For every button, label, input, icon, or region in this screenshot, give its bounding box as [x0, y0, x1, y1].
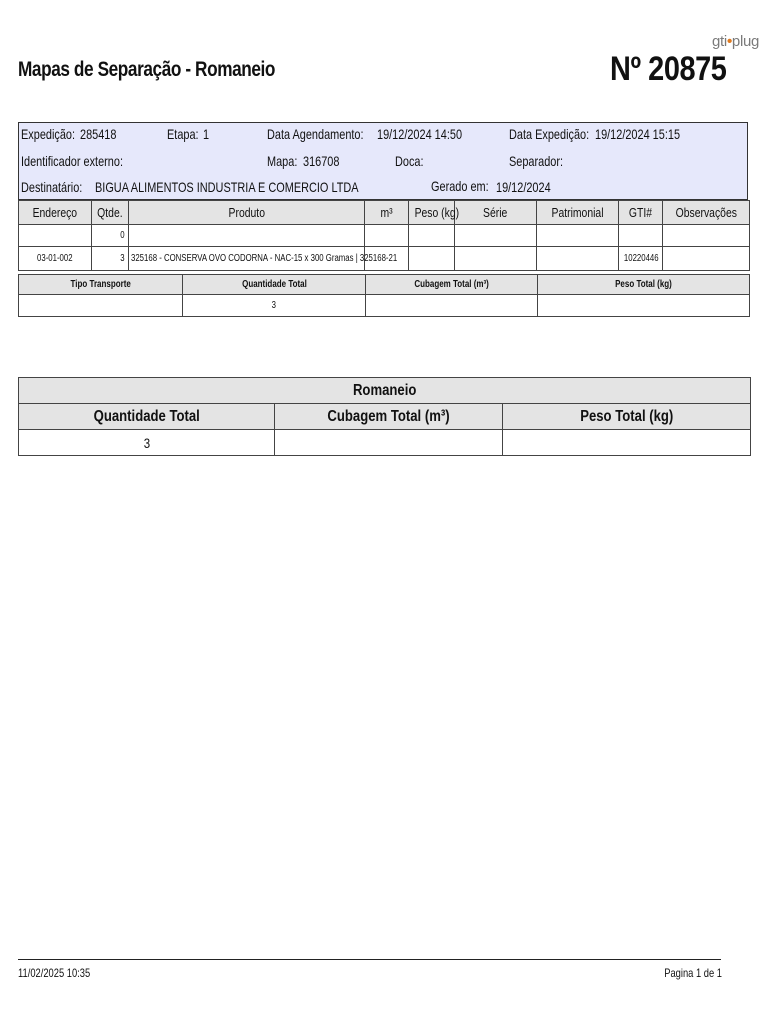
col-serie: [455, 201, 537, 225]
romaneio-col-cubagem-label: Cubagem Total (m³): [327, 407, 450, 425]
romaneio-title: [19, 378, 751, 404]
cell-serie: [455, 225, 537, 247]
mapa-label: Mapa:: [267, 153, 298, 169]
cell-gti: [619, 225, 663, 247]
table-row: [19, 225, 750, 247]
cell-patrimonial: [537, 247, 619, 271]
cell-qtde: [92, 225, 129, 247]
col-cubagem-total: [366, 275, 538, 295]
cell-gti: [619, 247, 663, 271]
col-peso: [409, 201, 460, 225]
gerado-value: 19/12/2024: [496, 179, 551, 195]
col-quantidade-total: [183, 275, 366, 295]
cell-m3: [365, 225, 409, 247]
footer-divider: [18, 959, 721, 960]
col-m3-label: m³: [380, 205, 393, 220]
col-m3: [365, 201, 409, 225]
romaneio-col-peso-label: Peso Total (kg): [579, 407, 674, 425]
romaneio-header: [19, 404, 751, 430]
cell-peso: [409, 247, 455, 271]
col-qtde-label: Qtde.: [97, 205, 123, 220]
data-expedicao-value: 19/12/2024 15:15: [595, 126, 681, 142]
romaneio-quantidade: [19, 430, 275, 456]
cell-peso: [409, 225, 455, 247]
romaneio-col-cubagem: [275, 404, 503, 430]
romaneio-col-quantidade: [19, 404, 275, 430]
logo-dot: •: [726, 33, 732, 50]
shipment-info-box: [18, 122, 748, 200]
cell-endereco: [19, 247, 92, 271]
mapa-value: 316708: [303, 153, 340, 169]
col-observacoes: [663, 201, 750, 225]
brand-logo: [712, 33, 759, 50]
col-tipo-transporte-label: Tipo Transporte: [70, 279, 131, 290]
items-table-header: [19, 201, 750, 225]
data-expedicao-label: Data Expedição:: [509, 126, 590, 142]
romaneio-peso: [503, 430, 751, 456]
romaneio-title-text: Romaneio: [352, 381, 417, 399]
col-produto-label: Produto: [228, 205, 265, 220]
romaneio-cubagem: [275, 430, 503, 456]
footer-page-number: Pagina 1 de 1: [664, 966, 722, 980]
data-agendamento-value: 19/12/2024 14:50: [377, 126, 463, 142]
col-qtde: [92, 201, 129, 225]
footer-timestamp: 11/02/2025 10:35: [18, 966, 91, 980]
cell-serie: [455, 247, 537, 271]
col-produto: [129, 201, 365, 225]
expedicao-value: 285418: [80, 126, 117, 142]
total-quantidade: [183, 295, 366, 317]
cell-produto: [129, 225, 365, 247]
items-table: [18, 200, 750, 271]
romaneio-title-row: [19, 378, 751, 404]
cell-qtde-text: 0: [120, 230, 125, 241]
identificador-label: Identificador externo:: [21, 153, 123, 169]
gerado-label: Gerado em:: [431, 178, 489, 194]
table-row: [19, 247, 750, 271]
logo-text-left: gti: [712, 33, 727, 50]
cell-produto: [129, 247, 398, 271]
cell-obs: [663, 247, 750, 271]
cell-obs: [663, 225, 750, 247]
romaneio-col-peso: [503, 404, 751, 430]
romaneio-values-row: [19, 430, 751, 456]
logo-text-right: plug: [731, 33, 760, 50]
col-peso-total: [538, 275, 750, 295]
col-tipo-transporte: [19, 275, 183, 295]
total-tipo-transporte: [19, 295, 183, 317]
totals-header: [19, 275, 750, 295]
col-gti-label: GTI#: [628, 205, 653, 220]
etapa-value: 1: [203, 126, 210, 142]
romaneio-col-quantidade-label: Quantidade Total: [93, 407, 200, 425]
page-title: Mapas de Separação - Romaneio: [18, 58, 276, 81]
col-observacoes-label: Observações: [675, 205, 737, 220]
col-serie-label: Série: [483, 205, 508, 220]
etapa-label: Etapa:: [167, 126, 199, 142]
cell-qtde: [92, 247, 129, 271]
col-endereco-label: Endereço: [32, 205, 78, 220]
cell-produto-text: 325168 - CONSERVA OVO CODORNA - NAC-15 x 300 Gramas | 325168-21: [131, 253, 398, 264]
col-cubagem-total-label: Cubagem Total (m³): [414, 279, 489, 290]
totals-table: [18, 274, 750, 317]
col-patrimonial: [537, 201, 619, 225]
romaneio-quantidade-text: 3: [143, 434, 150, 451]
cell-endereco-text: 03-01-002: [37, 253, 73, 264]
cell-gti-text: 10220446: [623, 253, 659, 264]
expedicao-label: Expedição:: [21, 126, 76, 142]
separador-label: Separador:: [509, 153, 564, 169]
document-number: Nº 20875: [610, 50, 727, 88]
col-quantidade-total-label: Quantidade Total: [241, 279, 307, 290]
romaneio-table: [18, 377, 751, 456]
cell-qtde-text: 3: [120, 253, 125, 264]
destinatario-value: BIGUA ALIMENTOS INDUSTRIA E COMERCIO LTDA: [95, 179, 359, 195]
data-agendamento-label: Data Agendamento:: [267, 126, 364, 142]
destinatario-label: Destinatário:: [21, 179, 83, 195]
total-cubagem: [366, 295, 538, 317]
cell-endereco: [19, 225, 92, 247]
doca-label: Doca:: [395, 153, 424, 169]
col-endereco: [19, 201, 92, 225]
cell-patrimonial: [537, 225, 619, 247]
total-quantidade-text: 3: [271, 300, 277, 311]
col-patrimonial-label: Patrimonial: [551, 205, 604, 220]
col-gti: [619, 201, 663, 225]
col-peso-total-label: Peso Total (kg): [615, 279, 672, 290]
totals-row: [19, 295, 750, 317]
total-peso: [538, 295, 750, 317]
col-peso-label: Peso (kg): [414, 205, 460, 220]
